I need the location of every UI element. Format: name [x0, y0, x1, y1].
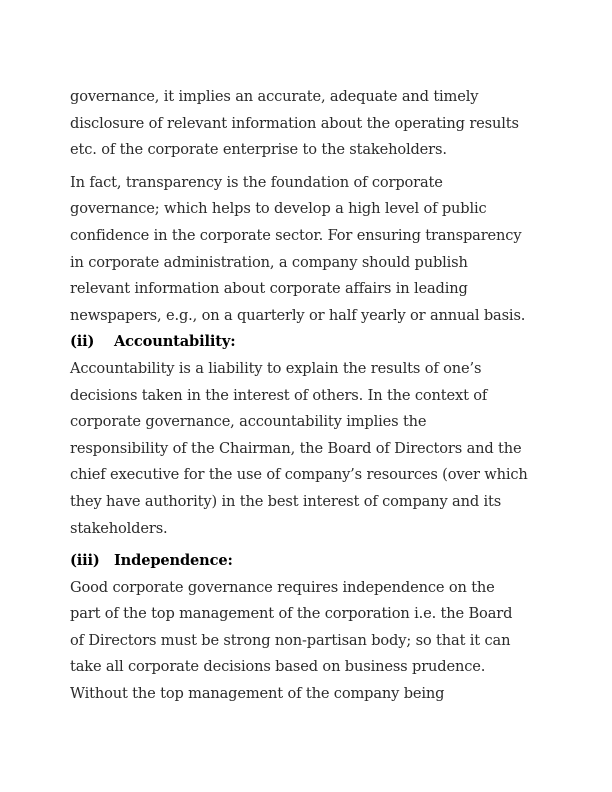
text-line: governance, it implies an accurate, adequate and timely	[70, 88, 479, 105]
text-line: in corporate administration, a company should publish	[70, 253, 468, 271]
text-line: governance; which helps to develop a high level of public	[70, 200, 487, 218]
document-page	[70, 84, 550, 708]
text-line: stakeholders.	[70, 519, 168, 537]
paragraph-accountability	[70, 356, 550, 542]
text-line: of Directors must be strong non-partisan body; so that it can	[70, 631, 511, 649]
text-line: relevant information about corporate affairs in leading	[70, 280, 468, 298]
text-line: confidence in the corporate sector. For ensuring transparency	[70, 226, 522, 244]
text-line: decisions taken in the interest of others. In the context of	[70, 386, 488, 404]
paragraph-transparency-continued	[70, 84, 550, 164]
text-line: part of the top management of the corporation i.e. the Board	[70, 605, 513, 623]
section-heading-independence	[70, 548, 550, 575]
section-number: (ii)	[70, 333, 95, 351]
text-line: responsibility of the Chairman, the Board of Directors and the	[70, 439, 522, 457]
text-line: Without the top management of the company being	[70, 685, 445, 703]
text-line: they have authority) in the best interest of company and its	[70, 492, 502, 510]
text-line: In fact, transparency is the foundation of corporate	[70, 173, 443, 191]
paragraph-independence	[70, 575, 550, 708]
section-number: (iii)	[70, 552, 100, 570]
paragraph-transparency-foundation	[70, 170, 550, 330]
section-heading-accountability	[70, 329, 550, 356]
text-line: etc. of the corporate enterprise to the stakeholders.	[70, 141, 447, 159]
text-line: disclosure of relevant information about the operating results	[70, 114, 519, 132]
text-line: Good corporate governance requires independence on the	[70, 578, 495, 596]
section-title: Independence:	[114, 552, 233, 570]
text-line: newspapers, e.g., on a quarterly or half yearly or annual basis.	[70, 306, 526, 324]
text-line: take all corporate decisions based on business prudence.	[70, 658, 486, 676]
text-line: Accountability is a liability to explain the results of one’s	[70, 359, 482, 377]
section-title: Accountability:	[114, 333, 236, 351]
text-line: chief executive for the use of company’s resources (over which	[70, 466, 528, 484]
text-line: corporate governance, accountability implies the	[70, 413, 427, 431]
